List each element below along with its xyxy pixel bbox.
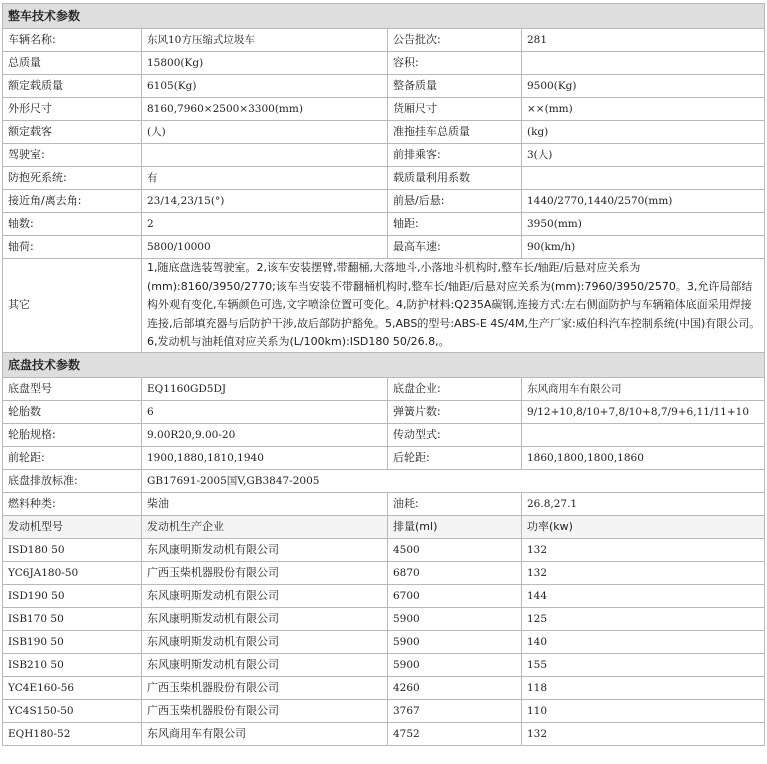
engine-header-maker: 发动机生产企业 — [142, 515, 388, 538]
engine-row — [3, 607, 765, 630]
engine-row — [3, 653, 765, 676]
spec-value: 9/12+10,8/10+7,8/10+8,7/9+6,11/11+10 — [522, 400, 765, 423]
emission-label: 底盘排放标准: — [3, 469, 142, 492]
engine-row — [3, 676, 765, 699]
engine-power: 144 — [522, 584, 765, 607]
spec-label: 轴荷: — [3, 236, 142, 259]
engine-model: EQH180-52 — [3, 722, 142, 745]
spec-value — [522, 167, 765, 190]
engine-displacement: 4500 — [388, 538, 522, 561]
spec-label: 后轮距: — [388, 446, 522, 469]
spec-label: 底盘企业: — [388, 377, 522, 400]
vehicle-spec-row — [3, 167, 765, 190]
chassis-spec-row — [3, 400, 765, 423]
fuel-consumption-value: 26.8,27.1 — [522, 492, 765, 515]
engine-maker: 东风康明斯发动机有限公司 — [142, 584, 388, 607]
engine-power: 132 — [522, 722, 765, 745]
spec-value: 281 — [522, 29, 765, 52]
spec-value: 8160,7960×2500×3300(mm) — [142, 98, 388, 121]
spec-label: 前悬/后悬: — [388, 190, 522, 213]
other-label: 其它 — [3, 259, 142, 353]
spec-value: 9.00R20,9.00-20 — [142, 423, 388, 446]
engine-power: 132 — [522, 538, 765, 561]
engine-row — [3, 699, 765, 722]
engine-header-row — [3, 515, 765, 538]
spec-label: 最高车速: — [388, 236, 522, 259]
engine-row — [3, 538, 765, 561]
vehicle-spec-row — [3, 121, 765, 144]
spec-value: 9500(Kg) — [522, 75, 765, 98]
chassis-spec-row — [3, 446, 765, 469]
spec-value: 1900,1880,1810,1940 — [142, 446, 388, 469]
spec-value: EQ1160GD5DJ — [142, 377, 388, 400]
spec-label: 额定载质量 — [3, 75, 142, 98]
spec-label: 车辆名称: — [3, 29, 142, 52]
spec-label: 准拖挂车总质量 — [388, 121, 522, 144]
engine-displacement: 5900 — [388, 607, 522, 630]
other-row — [3, 259, 765, 353]
engine-power: 118 — [522, 676, 765, 699]
spec-value: 5800/10000 — [142, 236, 388, 259]
vehicle-spec-row — [3, 236, 765, 259]
fuel-consumption-label: 油耗: — [388, 492, 522, 515]
section-title-chassis: 底盘技术参数 — [3, 352, 765, 377]
engine-model: ISB190 50 — [3, 630, 142, 653]
emission-value: GB17691-2005国V,GB3847-2005 — [142, 469, 765, 492]
spec-value: 6 — [142, 400, 388, 423]
spec-value: (人) — [142, 121, 388, 144]
chassis-spec-row — [3, 423, 765, 446]
engine-power: 132 — [522, 561, 765, 584]
engine-row — [3, 630, 765, 653]
engine-maker: 东风康明斯发动机有限公司 — [142, 653, 388, 676]
engine-row — [3, 561, 765, 584]
vehicle-spec-row — [3, 29, 765, 52]
engine-maker: 广西玉柴机器股份有限公司 — [142, 676, 388, 699]
engine-maker: 广西玉柴机器股份有限公司 — [142, 699, 388, 722]
engine-row — [3, 584, 765, 607]
spec-label: 轮胎数 — [3, 400, 142, 423]
engine-model: YC4E160-56 — [3, 676, 142, 699]
engine-displacement: 5900 — [388, 630, 522, 653]
vehicle-spec-row — [3, 213, 765, 236]
spec-value: 东风商用车有限公司 — [522, 377, 765, 400]
spec-label: 前排乘客: — [388, 144, 522, 167]
spec-value: 90(km/h) — [522, 236, 765, 259]
spec-label: 整备质量 — [388, 75, 522, 98]
section-header-vehicle — [3, 4, 765, 29]
section-title-vehicle: 整车技术参数 — [3, 4, 765, 29]
engine-power: 155 — [522, 653, 765, 676]
spec-label: 驾驶室: — [3, 144, 142, 167]
spec-value — [522, 423, 765, 446]
engine-header-displacement: 排量(ml) — [388, 515, 522, 538]
spec-label: 防抱死系统: — [3, 167, 142, 190]
engine-displacement: 3767 — [388, 699, 522, 722]
engine-displacement: 6870 — [388, 561, 522, 584]
spec-label: 额定载客 — [3, 121, 142, 144]
engine-model: ISB210 50 — [3, 653, 142, 676]
spec-value: 3(人) — [522, 144, 765, 167]
spec-label: 接近角/离去角: — [3, 190, 142, 213]
spec-label: 底盘型号 — [3, 377, 142, 400]
spec-value: 3950(mm) — [522, 213, 765, 236]
engine-maker: 东风商用车有限公司 — [142, 722, 388, 745]
spec-label: 传动型式: — [388, 423, 522, 446]
spec-label: 总质量 — [3, 52, 142, 75]
spec-label: 容积: — [388, 52, 522, 75]
engine-model: YC6JA180-50 — [3, 561, 142, 584]
engine-model: ISD190 50 — [3, 584, 142, 607]
engine-power: 140 — [522, 630, 765, 653]
spec-value: 23/14,23/15(°) — [142, 190, 388, 213]
spec-value: 1440/2770,1440/2570(mm) — [522, 190, 765, 213]
spec-label: 货厢尺寸 — [388, 98, 522, 121]
spec-value: 1860,1800,1800,1860 — [522, 446, 765, 469]
other-text: 1,随底盘选装驾驶室。2,该车安装摆臂,带翻桶,大落地斗,小落地斗机构时,整车长/轴距/后悬对应关系为(mm):8160/3950/2770;该车当安装不带翻桶机构时,整车长/轴距/后悬对应关系为(mm):7960/3950/2570。3,允许局部结构外观有变化,车辆颜色可选,文字喷涂位置可变化。4,防护材料:Q235A碳钢,连接方式:左右侧面防护与车辆箱体底面采用焊接连接,后部填充器与后防护干涉,故后部防护豁免。5,ABS的型号:ABS-E 4S/4M,生产厂家:威伯科汽车控制系统(中国)有限公司。6,发动机与油耗值对应关系为(L/100km):ISD180 50/26.8,。 — [142, 259, 765, 353]
engine-maker: 广西玉柴机器股份有限公司 — [142, 561, 388, 584]
spec-label: 公告批次: — [388, 29, 522, 52]
fuel-label: 燃料种类: — [3, 492, 142, 515]
engine-displacement: 6700 — [388, 584, 522, 607]
spec-value: 6105(Kg) — [142, 75, 388, 98]
vehicle-spec-row — [3, 190, 765, 213]
spec-value — [522, 52, 765, 75]
engine-power: 110 — [522, 699, 765, 722]
engine-header-model: 发动机型号 — [3, 515, 142, 538]
spec-value: 有 — [142, 167, 388, 190]
engine-maker: 东风康明斯发动机有限公司 — [142, 607, 388, 630]
vehicle-spec-row — [3, 52, 765, 75]
spec-value: 15800(Kg) — [142, 52, 388, 75]
engine-model: ISD180 50 — [3, 538, 142, 561]
spec-value: ××(mm) — [522, 98, 765, 121]
chassis-spec-row — [3, 377, 765, 400]
engine-maker: 东风康明斯发动机有限公司 — [142, 630, 388, 653]
spec-label: 前轮距: — [3, 446, 142, 469]
engine-model: YC4S150-50 — [3, 699, 142, 722]
vehicle-spec-row — [3, 144, 765, 167]
engine-power: 125 — [522, 607, 765, 630]
spec-value: 东风10方压缩式垃圾车 — [142, 29, 388, 52]
engine-maker: 东风康明斯发动机有限公司 — [142, 538, 388, 561]
spec-value: 2 — [142, 213, 388, 236]
engine-model: ISB170 50 — [3, 607, 142, 630]
spec-label: 外形尺寸 — [3, 98, 142, 121]
emission-row — [3, 469, 765, 492]
engine-row — [3, 722, 765, 745]
spec-value: (kg) — [522, 121, 765, 144]
spec-label: 轴距: — [388, 213, 522, 236]
vehicle-spec-row — [3, 98, 765, 121]
engine-displacement: 4260 — [388, 676, 522, 699]
engine-displacement: 5900 — [388, 653, 522, 676]
spec-label: 轴数: — [3, 213, 142, 236]
engine-header-power: 功率(kw) — [522, 515, 765, 538]
fuel-value: 柴油 — [142, 492, 388, 515]
spec-label: 轮胎规格: — [3, 423, 142, 446]
fuel-row — [3, 492, 765, 515]
section-header-chassis — [3, 352, 765, 377]
vehicle-spec-table — [2, 3, 765, 746]
spec-label: 弹簧片数: — [388, 400, 522, 423]
spec-value — [142, 144, 388, 167]
spec-label: 载质量利用系数 — [388, 167, 522, 190]
engine-displacement: 4752 — [388, 722, 522, 745]
vehicle-spec-row — [3, 75, 765, 98]
